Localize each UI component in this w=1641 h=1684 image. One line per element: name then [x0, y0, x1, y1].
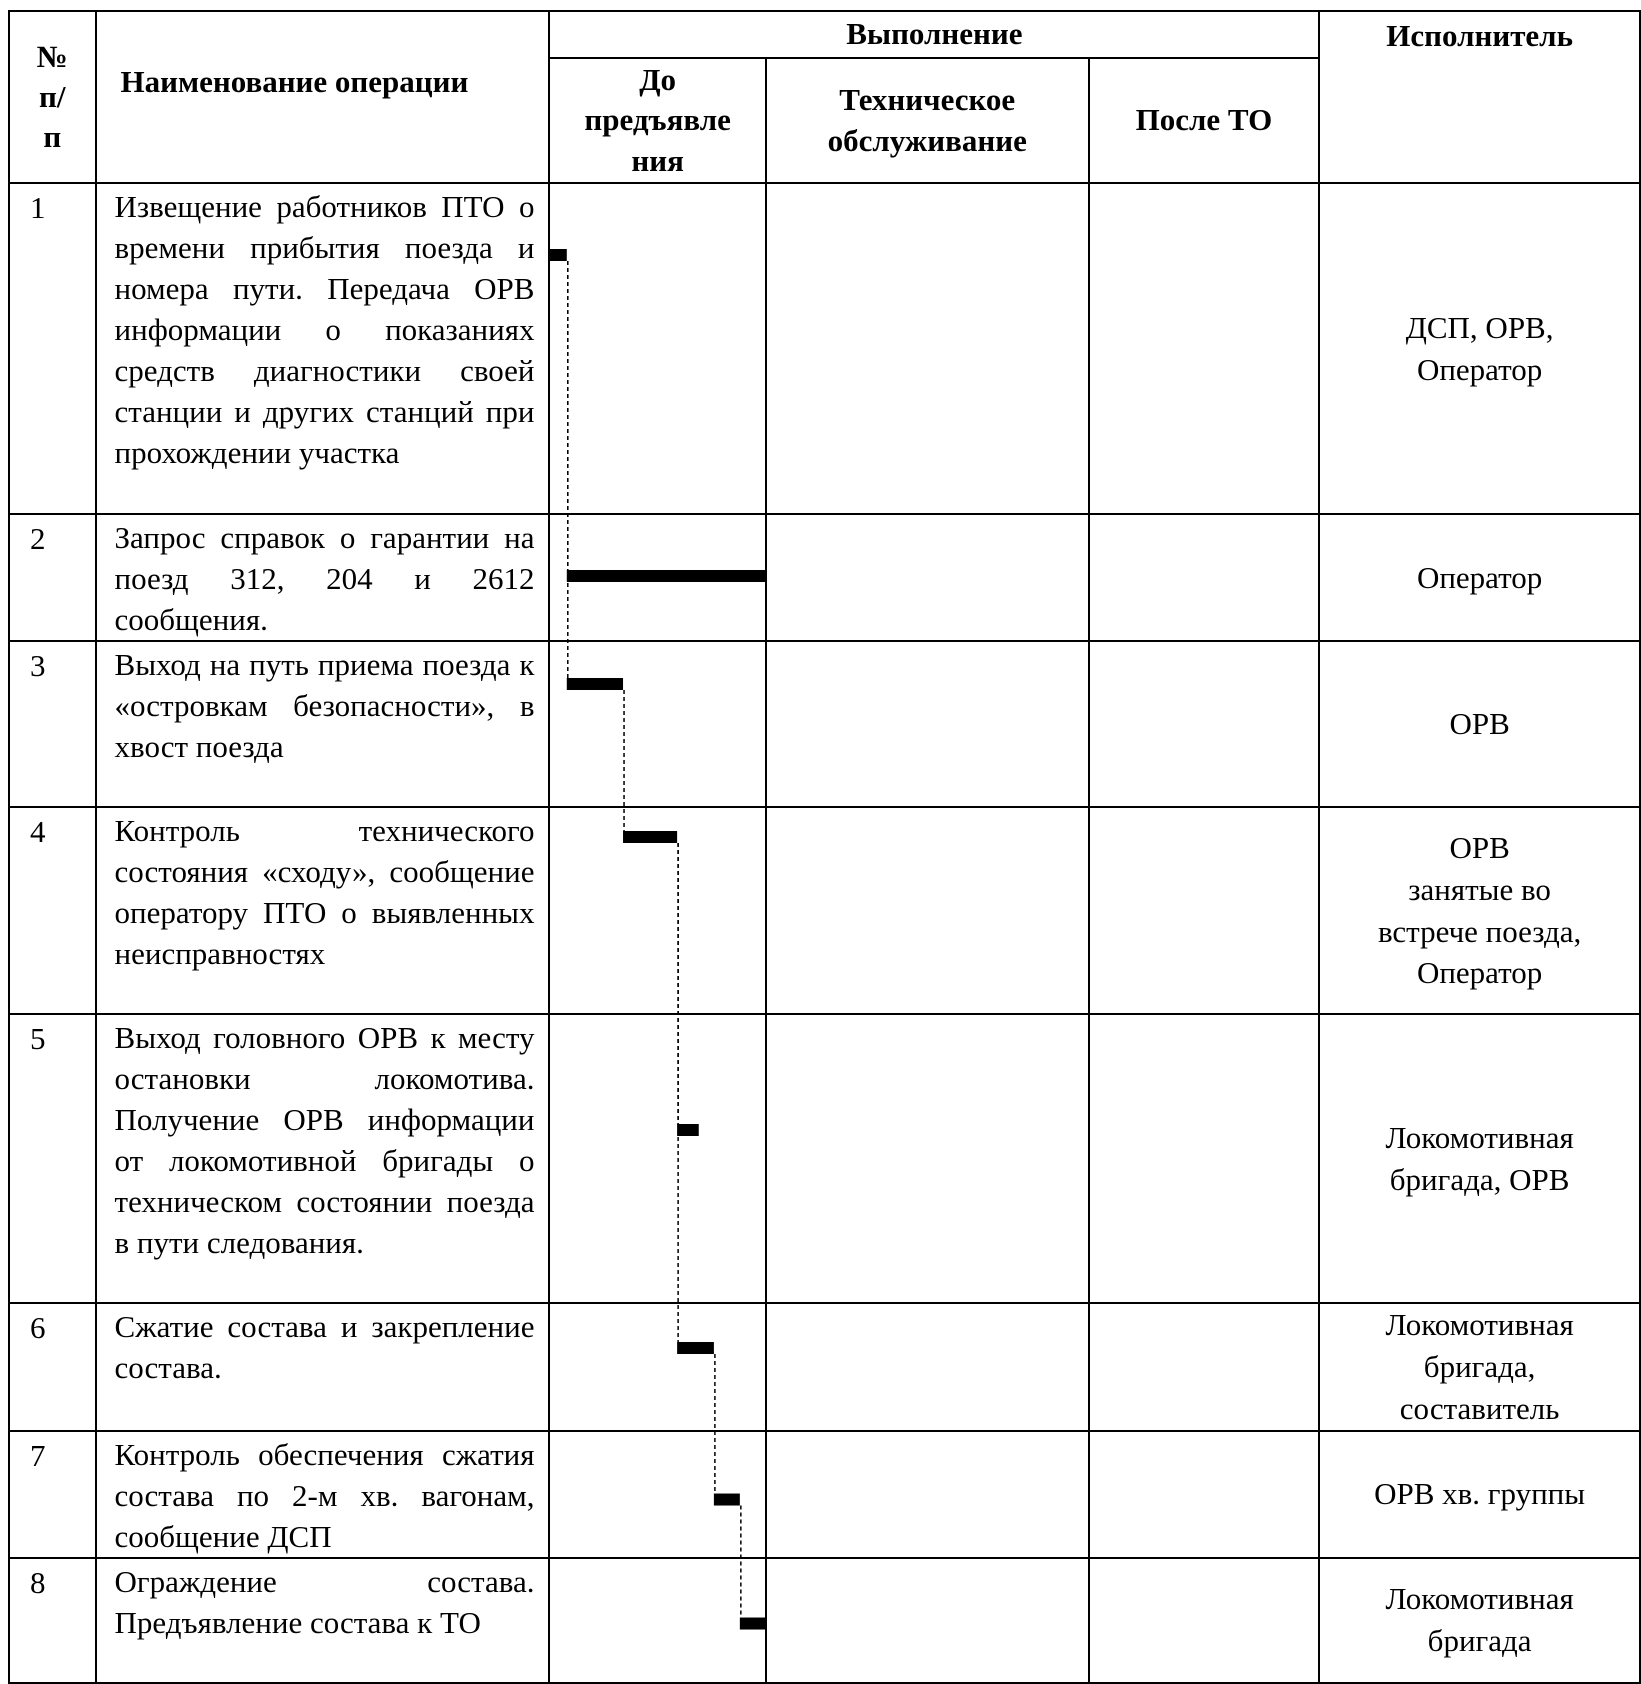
operations-table — [8, 10, 1641, 1684]
cell-maintenance — [766, 514, 1089, 641]
cell-after — [1089, 1558, 1320, 1683]
performer-cell — [1319, 514, 1640, 641]
table-row — [9, 1014, 1640, 1303]
table-row — [9, 641, 1640, 807]
cell-maintenance — [766, 1303, 1089, 1431]
performer-cell — [1319, 1014, 1640, 1303]
cell-after — [1089, 183, 1320, 514]
cell-maintenance — [766, 1558, 1089, 1683]
cell-maintenance — [766, 1431, 1089, 1558]
header-num — [9, 11, 96, 183]
performer-line: Оператор — [1416, 351, 1543, 387]
performer-cell — [1319, 183, 1640, 514]
row-number: 7 — [9, 1431, 96, 1558]
performer-line: Локомотивная — [1385, 1307, 1574, 1342]
cell-before — [549, 807, 765, 1014]
performer-line: занятые во — [1408, 871, 1551, 907]
row-number: 8 — [9, 1558, 96, 1683]
operation-name: Контроль технического состояния «сходу», сообщение оператору ПТО о выявленных неисправностях — [96, 807, 550, 1014]
cell-before — [549, 1303, 765, 1431]
cell-before — [549, 1558, 765, 1683]
operation-name: Запрос справок о гарантии на поезд 312, 204 и 2612 сообщения. — [96, 514, 550, 641]
table-row — [9, 1558, 1640, 1683]
operation-name: Выход на путь приема поезда к «островкам безопасности», в хвост поезда — [96, 641, 550, 807]
row-number: 3 — [9, 641, 96, 807]
performer-cell — [1319, 1303, 1640, 1431]
cell-before — [549, 1014, 765, 1303]
performer-line: Локомотивная — [1385, 1581, 1574, 1617]
performer-line: составитель — [1399, 1390, 1560, 1426]
operation-name: Сжатие состава и закрепление состава. — [96, 1303, 550, 1431]
performer-line: ДСП, ОРВ, — [1405, 309, 1554, 345]
header-before — [549, 58, 765, 183]
header-maintenance-line-1: Техническое — [839, 82, 1016, 118]
performer-line: ОРВ хв. группы — [1374, 1476, 1586, 1512]
row-number: 2 — [9, 514, 96, 641]
cell-maintenance — [766, 641, 1089, 807]
header-operation: Наименование операции — [96, 11, 550, 183]
performer-line: бригада, — [1423, 1348, 1536, 1384]
cell-before — [549, 183, 765, 514]
cell-maintenance — [766, 1014, 1089, 1303]
performer-line: ОРВ — [1449, 706, 1510, 742]
row-number: 4 — [9, 807, 96, 1014]
performer-line: ОРВ — [1449, 829, 1510, 865]
performer-line: бригада — [1427, 1623, 1532, 1659]
header-row-1 — [9, 11, 1640, 58]
performer-cell — [1319, 807, 1640, 1014]
operation-name: Ограждение состава. Предъявление состава к ТО — [96, 1558, 550, 1683]
header-num-line-2: п/ — [39, 78, 66, 114]
header-num-line-1: № — [36, 38, 68, 74]
row-number: 5 — [9, 1014, 96, 1303]
table-body — [9, 183, 1640, 1683]
row-number: 6 — [9, 1303, 96, 1431]
header-before-line-3: ния — [631, 142, 684, 178]
cell-after — [1089, 1303, 1320, 1431]
header-after: После ТО — [1089, 58, 1320, 183]
cell-before — [549, 514, 765, 641]
performer-cell — [1319, 1558, 1640, 1683]
table-row — [9, 1303, 1640, 1431]
row-number: 1 — [9, 183, 96, 514]
table-row — [9, 1431, 1640, 1558]
header-maintenance-line-2: обслуживание — [827, 122, 1027, 158]
performer-line: встрече поезда, — [1377, 913, 1582, 949]
cell-after — [1089, 807, 1320, 1014]
table-row — [9, 514, 1640, 641]
header-before-line-2: предъявле — [584, 102, 731, 138]
operation-name: Извещение работников ПТО о времени прибытия поезда и номера пути. Передача ОРВ информации о показаниях средств диагностики своей станции и других станций при прохождении участка — [96, 183, 550, 514]
cell-maintenance — [766, 807, 1089, 1014]
header-num-line-3: п — [43, 119, 62, 155]
performer-line: бригада, ОРВ — [1389, 1161, 1570, 1197]
cell-after — [1089, 514, 1320, 641]
header-before-line-1: До — [639, 62, 677, 98]
cell-before — [549, 1431, 765, 1558]
operation-name: Выход головного ОРВ к месту остановки локомотива. Получение ОРВ информации от локомотивной бригады о техническом состоянии поезда в пути следования. — [96, 1014, 550, 1303]
performer-line: Оператор — [1416, 955, 1543, 991]
cell-after — [1089, 1431, 1320, 1558]
performer-cell — [1319, 1431, 1640, 1558]
header-maintenance — [766, 58, 1089, 183]
header-execution: Выполнение — [549, 11, 1319, 58]
cell-after — [1089, 1014, 1320, 1303]
operation-name: Контроль обеспечения сжатия состава по 2-м хв. вагонам, сообщение ДСП — [96, 1431, 550, 1558]
performer-line: Оператор — [1416, 559, 1543, 595]
cell-after — [1089, 641, 1320, 807]
performer-cell — [1319, 641, 1640, 807]
table-row — [9, 807, 1640, 1014]
cell-before — [549, 641, 765, 807]
cell-maintenance — [766, 183, 1089, 514]
performer-line: Локомотивная — [1385, 1119, 1574, 1155]
table-row — [9, 183, 1640, 514]
header-performer: Исполнитель — [1319, 11, 1640, 183]
